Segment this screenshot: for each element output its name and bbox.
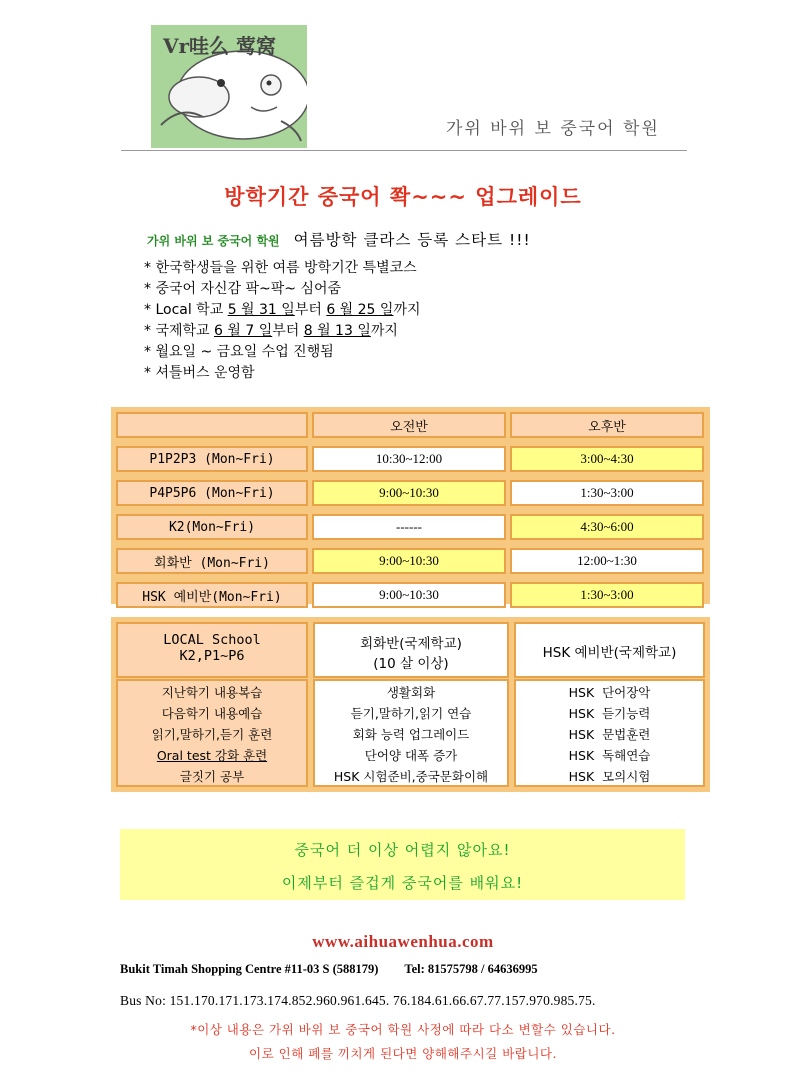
- intro-line: [147, 228, 531, 250]
- course-header-hsk: HSK 예비반(국제학교): [514, 622, 705, 678]
- promo-banner: [120, 829, 685, 900]
- course-item: 다음학기 내용예습: [161, 706, 263, 721]
- disclaimer-line: *이상 내용은 가위 바위 보 중국어 학원 사정에 따라 다소 변할수 있습니다.: [190, 1022, 616, 1037]
- course-item: HSK 시험준비,중국문화이해: [333, 769, 489, 784]
- course-item: HSK 듣기능력: [568, 706, 651, 721]
- schedule-class-label: 회화반 (Mon~Fri): [116, 548, 308, 574]
- schedule-row: [116, 446, 704, 472]
- address-text: Bukit Timah Shopping Centre #11-03 S (588179): [120, 962, 379, 976]
- course-item: 단어양 대폭 증가: [364, 748, 458, 763]
- bus-numbers: Bus No: 151.170.171.173.174.852.960.961.645. 76.184.61.66.67.77.157.970.985.75.: [120, 993, 596, 1008]
- schedule-class-label: K2(Mon~Fri): [116, 514, 308, 540]
- phone-text: Tel: 81575798 / 64636995: [404, 962, 538, 976]
- schedule-am-time: 9:00~10:30: [312, 582, 506, 608]
- schedule-pm-time: 1:30~3:00: [510, 480, 704, 506]
- academy-name-header: 가위 바위 보 중국어 학원: [446, 119, 660, 139]
- course-item: HSK 문법훈련: [568, 727, 651, 742]
- feature-item: * 국제학교 6 월 7 일부터 8 월 13 일까지: [144, 323, 398, 339]
- schedule-row: [116, 480, 704, 506]
- address-line: [120, 962, 538, 977]
- course-item: 생활회화: [386, 685, 436, 700]
- schedule-header-am: 오전반: [312, 412, 506, 438]
- course-header-local: LOCAL School K2,P1~P6: [116, 622, 308, 678]
- course-table: [111, 617, 710, 792]
- schedule-class-label: P1P2P3 (Mon~Fri): [116, 446, 308, 472]
- schedule-row: [116, 582, 704, 608]
- schedule-am-time: ------: [312, 514, 506, 540]
- course-item: 회화 능력 업그레이드: [352, 727, 470, 742]
- course-item: HSK 모의시험: [568, 769, 651, 784]
- feature-list: [144, 258, 421, 384]
- banner-line: 중국어 더 이상 어렵지 않아요!: [294, 841, 511, 859]
- schedule-pm-time: 1:30~3:00: [510, 582, 704, 608]
- course-body-conversation: [313, 679, 509, 787]
- schedule-am-time: 10:30~12:00: [312, 446, 506, 472]
- feature-item: * 셔틀버스 운영함: [144, 365, 255, 381]
- website-link[interactable]: www.aihuawenhua.com: [312, 932, 494, 951]
- schedule-am-time: 9:00~10:30: [312, 480, 506, 506]
- svg-text:Vr哇么 莺窝: Vr哇么 莺窝: [163, 34, 277, 58]
- course-item: 지난학기 내용복습: [161, 685, 263, 700]
- banner-line: 이제부터 즐겁게 중국어를 배워요!: [281, 874, 524, 892]
- schedule-class-label: HSK 예비반(Mon~Fri): [116, 582, 308, 608]
- schedule-row: [116, 514, 704, 540]
- feature-item: * 월요일 ~ 금요일 수업 진행됨: [144, 344, 334, 360]
- schedule-am-time: 9:00~10:30: [312, 548, 506, 574]
- course-body-hsk: [514, 679, 705, 787]
- feature-item: * 중국어 자신감 팍~팍~ 심어줌: [144, 281, 342, 297]
- academy-logo: [151, 25, 307, 148]
- disclaimer-line: 이로 인해 폐를 끼치게 된다면 양해해주시길 바랍니다.: [249, 1046, 557, 1061]
- schedule-table: [111, 407, 710, 604]
- course-item: 듣기,말하기,읽기 연습: [350, 706, 472, 721]
- header-divider: [121, 150, 687, 151]
- feature-item: * 한국학생들을 위한 여름 방학기간 특별코스: [144, 260, 417, 276]
- schedule-row: [116, 548, 704, 574]
- schedule-pm-time: 4:30~6:00: [510, 514, 704, 540]
- schedule-header-blank: [116, 412, 308, 438]
- course-item: 읽기,말하기,듣기 훈련: [151, 727, 273, 742]
- course-body-local: [116, 679, 308, 787]
- intro-text: 여름방학 클라스 등록 스타트 !!!: [293, 231, 531, 249]
- course-item: HSK 단어장악: [568, 685, 651, 700]
- schedule-pm-time: 3:00~4:30: [510, 446, 704, 472]
- feature-item: * Local 학교 5 월 31 일부터 6 월 25 일까지: [144, 302, 421, 318]
- page-headline: 방학기간 중국어 쫙~~~ 업그레이드: [224, 185, 582, 209]
- schedule-header-pm: 오후반: [510, 412, 704, 438]
- schedule-pm-time: 12:00~1:30: [510, 548, 704, 574]
- schedule-class-label: P4P5P6 (Mon~Fri): [116, 480, 308, 506]
- intro-academy: 가위 바위 보 중국어 학원: [147, 234, 280, 248]
- course-item: HSK 독해연습: [568, 748, 651, 763]
- course-item: 글짓기 공부: [179, 769, 245, 784]
- course-header-conversation: 회화반(국제학교) (10 살 이상): [313, 622, 509, 678]
- course-item: Oral test 강화 훈련: [156, 748, 268, 763]
